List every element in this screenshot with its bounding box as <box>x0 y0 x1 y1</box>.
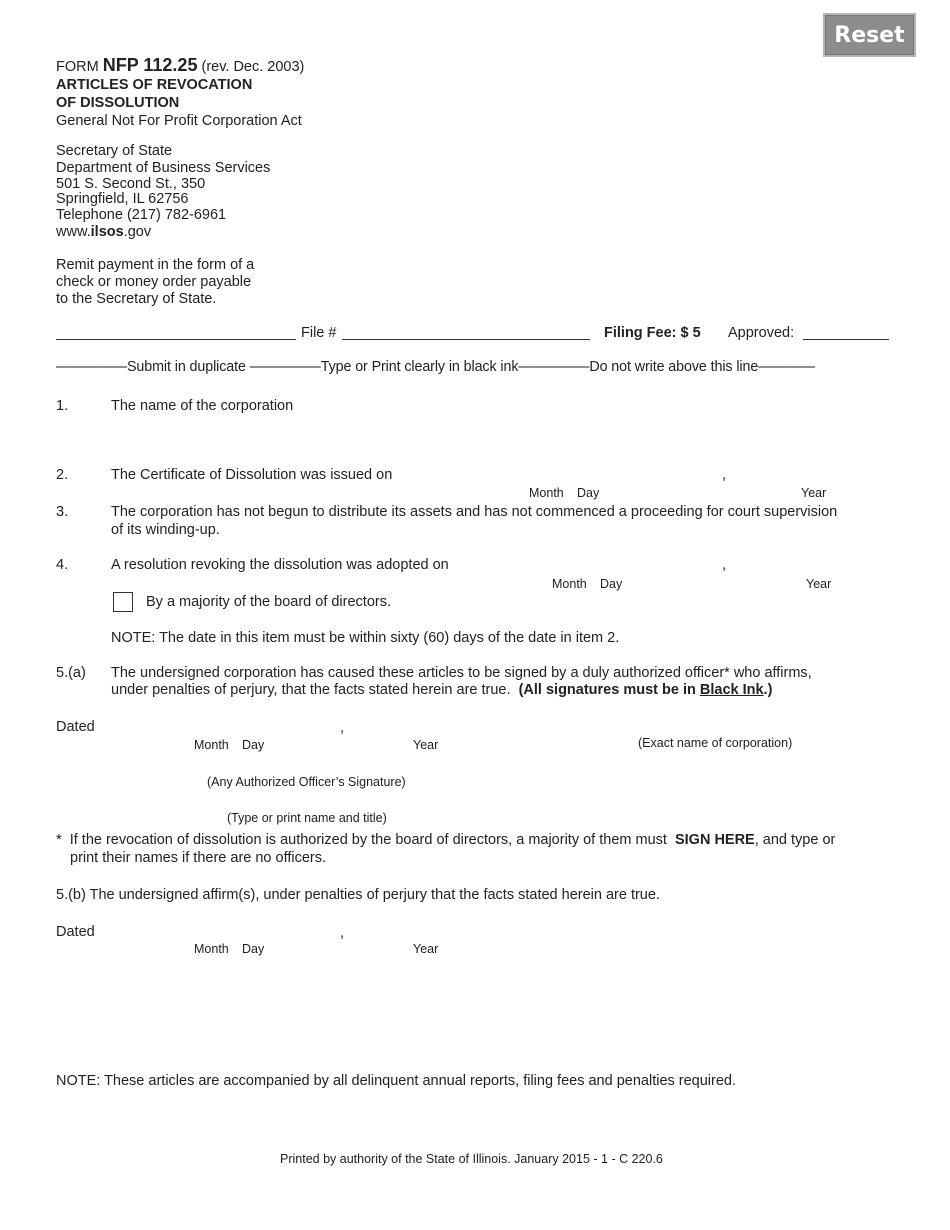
board-note-end: , and type or <box>754 832 836 848</box>
item2-label: The Certificate of Dissolution was issued on <box>111 467 393 483</box>
dated-5b-month-day-input[interactable] <box>111 924 336 939</box>
board-note-line2: print their names if there are no officers. <box>70 850 327 866</box>
black-ink-note: (All signatures must be in <box>518 682 700 698</box>
year-label: Year <box>413 942 439 956</box>
exact-name-caption: (Exact name of corporation) <box>638 736 793 750</box>
black-ink-end: .) <box>763 682 773 698</box>
black-ink-emphasis: Black Ink <box>699 682 764 698</box>
office-blank-line[interactable] <box>56 339 296 340</box>
filing-fee: Filing Fee: $ 5 <box>604 325 701 341</box>
remit-line2: check or money order payable <box>56 274 252 290</box>
dissolution-year-input[interactable] <box>741 466 887 481</box>
month-label: Month <box>529 486 564 500</box>
item2-number: 2. <box>56 467 69 483</box>
item1-number: 1. <box>56 398 69 414</box>
director-name-input-3[interactable] <box>542 1036 888 1051</box>
dated-label: Dated <box>56 719 95 735</box>
item5b-text: 5.(b) The undersigned affirm(s), under penalties of perjury that the facts stated herein are true. <box>56 887 660 903</box>
file-number-line[interactable] <box>342 339 590 340</box>
name-title-caption: (Type or print name and title) <box>227 811 387 825</box>
year-label: Year <box>806 577 832 591</box>
director-name-input-1[interactable] <box>542 961 888 976</box>
form-prefix: FORM <box>56 59 99 75</box>
footer-text: Printed by authority of the State of Illinois. January 2015 - 1 - C 220.6 <box>280 1152 663 1166</box>
item1-label: The name of the corporation <box>111 398 294 414</box>
item4-note: NOTE: The date in this item must be within sixty (60) days of the date in item 2. <box>111 630 620 646</box>
address-line1: Secretary of State <box>56 143 173 159</box>
month-label: Month <box>194 942 229 956</box>
officer-name-title-input[interactable] <box>111 793 500 808</box>
form-number: NFP 112.25 <box>102 55 198 75</box>
address-line3: 501 S. Second St., 350 <box>56 176 206 192</box>
majority-label: By a majority of the board of directors. <box>146 594 391 610</box>
majority-checkbox[interactable] <box>113 592 133 612</box>
dated-label-5b: Dated <box>56 924 95 940</box>
director-name-input-2[interactable] <box>542 998 888 1013</box>
item5a-text-line1: The undersigned corporation has caused these articles to be signed by a duly authorized officer* who affirms, <box>111 665 812 681</box>
form-title-line2: OF DISSOLUTION <box>56 95 180 111</box>
corporation-name-input-line2[interactable] <box>111 432 889 447</box>
instructions-line: —————Submit in duplicate —————Type or Print clearly in black ink—————Do not write above this line———— <box>56 359 815 375</box>
month-label: Month <box>194 738 229 752</box>
form-act: General Not For Profit Corporation Act <box>56 113 302 129</box>
address-phone: Telephone (217) 782-6961 <box>56 207 227 223</box>
comma: , <box>722 557 727 573</box>
dated-5b-year-input[interactable] <box>357 924 496 939</box>
item5a-text: under penalties of perjury, that the facts stated herein are true. <box>111 682 519 698</box>
day-label: Day <box>600 577 623 591</box>
web-domain: ilsos <box>90 224 124 240</box>
officer-signature-input[interactable] <box>111 756 500 771</box>
director-signature-input-1[interactable] <box>111 961 500 976</box>
comma: , <box>340 720 345 736</box>
approved-line[interactable] <box>803 339 889 340</box>
item5a-number: 5.(a) <box>56 665 86 681</box>
year-label: Year <box>413 738 439 752</box>
remit-line1: Remit payment in the form of a <box>56 257 255 273</box>
revocation-year-input[interactable] <box>741 556 887 571</box>
corporation-name-input[interactable] <box>311 398 889 413</box>
revocation-date-input[interactable] <box>479 556 717 571</box>
day-label: Day <box>242 738 265 752</box>
board-note-line1 <box>56 832 835 848</box>
day-label: Day <box>242 942 265 956</box>
form-id <box>56 55 304 76</box>
month-label: Month <box>552 577 587 591</box>
dated-year-input[interactable] <box>357 719 496 734</box>
year-label: Year <box>801 486 827 500</box>
director-signature-input-2[interactable] <box>111 998 500 1013</box>
approved-label: Approved: <box>728 325 795 341</box>
address-line4: Springfield, IL 62756 <box>56 191 189 207</box>
web-suffix: .gov <box>123 224 152 240</box>
dated-month-day-input[interactable] <box>111 719 336 734</box>
form-title-line1: ARTICLES OF REVOCATION <box>56 77 253 93</box>
item4-number: 4. <box>56 557 69 573</box>
item3-number: 3. <box>56 504 69 520</box>
day-label: Day <box>577 486 600 500</box>
comma: , <box>340 925 345 941</box>
reset-button[interactable]: Reset <box>823 13 916 57</box>
sign-here-emphasis: SIGN HERE <box>674 832 755 848</box>
remit-line3: to the Secretary of State. <box>56 291 217 307</box>
web-prefix: www. <box>56 224 91 240</box>
item3-text-line2: of its winding-up. <box>111 522 220 538</box>
item3-text-line1: The corporation has not begun to distribute its assets and has not commenced a proceeding for court supervision <box>111 504 838 520</box>
address-line2: Department of Business Services <box>56 160 271 176</box>
board-note-text: * If the revocation of dissolution is authorized by the board of directors, a majority of them must <box>56 832 675 848</box>
item5a-text-line2 <box>111 682 772 698</box>
exact-corporation-name-input[interactable] <box>543 719 889 734</box>
form-revision: (rev. Dec. 2003) <box>201 59 305 75</box>
file-number-label: File # <box>301 325 337 341</box>
comma: , <box>722 467 727 483</box>
item4-label: A resolution revoking the dissolution was adopted on <box>111 557 449 573</box>
director-signature-input-3[interactable] <box>111 1036 500 1051</box>
officer-signature-caption: (Any Authorized Officer’s Signature) <box>207 775 406 789</box>
final-note: NOTE: These articles are accompanied by all delinquent annual reports, filing fees and penalties required. <box>56 1073 737 1089</box>
dissolution-date-input[interactable] <box>417 466 717 481</box>
address-website[interactable] <box>56 224 151 240</box>
